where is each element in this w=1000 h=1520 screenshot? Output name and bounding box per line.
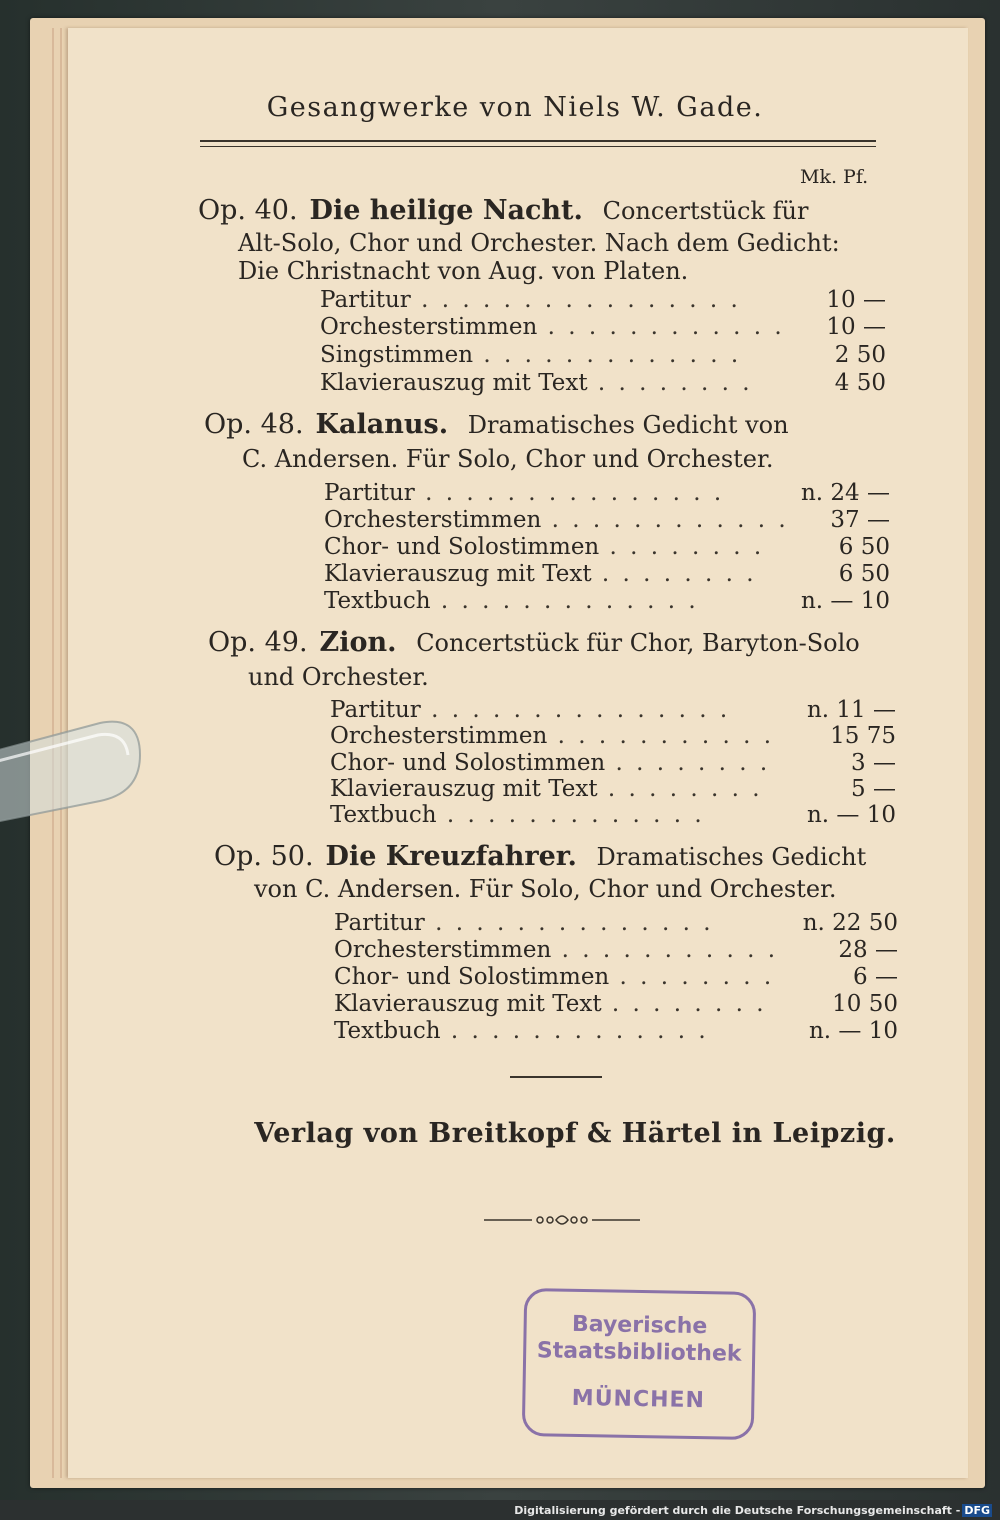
- work-title: Die Kreuzfahrer.: [325, 841, 577, 872]
- price-item: Partitur . . . . . . . . . . . . . . . .: [320, 287, 741, 313]
- price-item: Orchesterstimmen . . . . . . . . . . . .: [324, 507, 789, 533]
- item-name: Textbuch: [324, 588, 431, 614]
- work-description: Dramatisches Gedicht von: [467, 411, 789, 439]
- item-name: Partitur: [334, 910, 425, 936]
- stamp-line: MÜNCHEN: [571, 1385, 706, 1414]
- work-title: Kalanus.: [315, 409, 449, 440]
- opus-number: Op. 48.: [204, 409, 304, 440]
- price-item: Partitur . . . . . . . . . . . . . . .: [324, 480, 725, 506]
- work-description: Alt-Solo, Chor und Orchester. Nach dem Gedicht:: [238, 229, 840, 257]
- item-price: 6 50: [838, 534, 890, 560]
- item-name: Klavierauszug mit Text: [334, 991, 602, 1017]
- item-price: n. — 10: [808, 1018, 898, 1044]
- opus-number: Op. 40.: [198, 195, 298, 226]
- price-item: Orchesterstimmen . . . . . . . . . . .: [334, 937, 779, 963]
- work-description: Die Christnacht von Aug. von Platen.: [238, 257, 689, 285]
- glass-page-weight: [0, 715, 160, 835]
- price-item: Chor- und Solostimmen . . . . . . . .: [334, 964, 775, 990]
- opus-number: Op. 50.: [214, 841, 314, 872]
- ornament-flourish: [482, 1210, 642, 1230]
- item-name: Partitur: [330, 697, 421, 723]
- item-price: 4 50: [834, 370, 886, 396]
- work-description: und Orchester.: [248, 663, 429, 691]
- item-name: Textbuch: [334, 1018, 441, 1044]
- price-item: Chor- und Solostimmen . . . . . . . .: [324, 534, 765, 560]
- currency-label: Mk. Pf.: [800, 166, 869, 188]
- item-price: n. 24 —: [800, 480, 890, 506]
- header-rule: [200, 146, 876, 147]
- library-stamp: [522, 1288, 757, 1440]
- item-name: Chor- und Solostimmen: [324, 534, 600, 560]
- price-item: Chor- und Solostimmen . . . . . . . .: [330, 750, 771, 776]
- price-item: Orchesterstimmen . . . . . . . . . . .: [330, 723, 775, 749]
- price-item: Klavierauszug mit Text . . . . . . . .: [334, 991, 767, 1017]
- work-title: Zion.: [319, 627, 397, 658]
- work-description: von C. Andersen. Für Solo, Chor und Orchester.: [254, 875, 837, 903]
- work-title: Die heilige Nacht.: [309, 195, 583, 226]
- price-item: Klavierauszug mit Text . . . . . . . .: [324, 561, 757, 587]
- publisher-line: Verlag von Breitkopf & Härtel in Leipzig.: [254, 1118, 896, 1149]
- item-name: Orchesterstimmen: [324, 507, 542, 533]
- opus-number: Op. 49.: [208, 627, 308, 658]
- item-price: n. — 10: [800, 588, 890, 614]
- item-name: Textbuch: [330, 802, 437, 828]
- work-description: Concertstück für Chor, Baryton-Solo: [416, 629, 860, 657]
- item-price: 10 —: [826, 287, 886, 313]
- item-price: 2 50: [834, 342, 886, 368]
- work-description: C. Andersen. Für Solo, Chor und Orchester.: [242, 445, 774, 473]
- price-item: Textbuch . . . . . . . . . . . . .: [334, 1018, 709, 1044]
- price-item: Klavierauszug mit Text . . . . . . . .: [320, 370, 753, 396]
- item-name: Orchesterstimmen: [334, 937, 552, 963]
- item-price: 10 —: [826, 314, 886, 340]
- work-heading: [208, 628, 860, 658]
- item-name: Klavierauszug mit Text: [330, 776, 598, 802]
- item-name: Orchesterstimmen: [320, 314, 538, 340]
- item-price: n. 22 50: [802, 910, 898, 936]
- work-description: Concertstück für: [602, 197, 809, 225]
- price-item: Partitur . . . . . . . . . . . . . .: [334, 910, 714, 936]
- item-price: n. — 10: [806, 802, 896, 828]
- stamp-line: Staatsbibliothek: [536, 1338, 742, 1367]
- page-header: Gesangwerke von Niels W. Gade.: [266, 92, 764, 123]
- item-price: n. 11 —: [806, 697, 896, 723]
- item-name: Orchesterstimmen: [330, 723, 548, 749]
- credit-text: Digitalisierung gefördert durch die Deutsche Forschungsgemeinschaft -: [514, 1504, 961, 1517]
- work-heading: [198, 196, 808, 226]
- work-heading: [214, 842, 866, 872]
- item-name: Partitur: [324, 480, 415, 506]
- digitization-credit: [514, 1504, 992, 1517]
- item-price: 15 75: [830, 723, 896, 749]
- price-item: Textbuch . . . . . . . . . . . . .: [330, 802, 705, 828]
- item-price: 6 50: [838, 561, 890, 587]
- price-item: Orchesterstimmen . . . . . . . . . . . .: [320, 314, 785, 340]
- item-price: 5 —: [851, 776, 896, 802]
- item-price: 6 —: [853, 964, 898, 990]
- stamp-line: Bayerische: [571, 1311, 708, 1340]
- work-description: Dramatisches Gedicht: [596, 843, 867, 871]
- header-rule: [200, 140, 876, 142]
- item-name: Klavierauszug mit Text: [320, 370, 588, 396]
- price-item: Textbuch . . . . . . . . . . . . .: [324, 588, 699, 614]
- item-price: 10 50: [832, 991, 898, 1017]
- dfg-logo: DFG: [964, 1504, 990, 1517]
- item-price: 37 —: [830, 507, 890, 533]
- item-price: 3 —: [851, 750, 896, 776]
- item-name: Partitur: [320, 287, 411, 313]
- item-name: Chor- und Solostimmen: [330, 750, 606, 776]
- price-item: Singstimmen . . . . . . . . . . . . .: [320, 342, 742, 368]
- item-price: 28 —: [838, 937, 898, 963]
- item-name: Chor- und Solostimmen: [334, 964, 610, 990]
- separator-rule: [510, 1076, 602, 1078]
- price-item: Klavierauszug mit Text . . . . . . . .: [330, 776, 763, 802]
- item-name: Klavierauszug mit Text: [324, 561, 592, 587]
- item-name: Singstimmen: [320, 342, 474, 368]
- price-item: Partitur . . . . . . . . . . . . . . .: [330, 697, 731, 723]
- work-heading: [204, 410, 789, 440]
